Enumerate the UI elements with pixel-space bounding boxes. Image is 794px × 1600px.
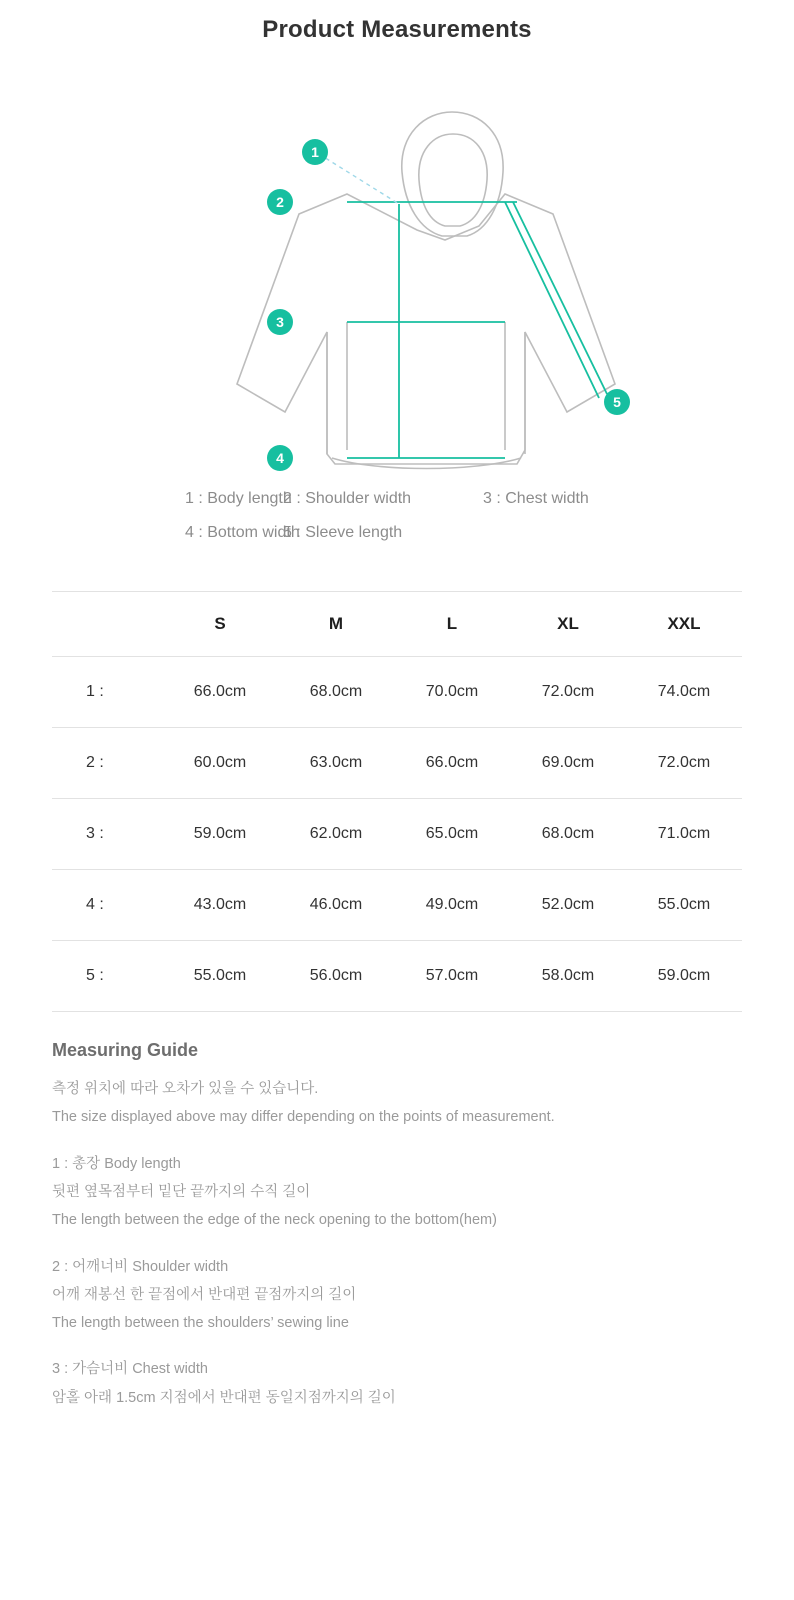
- cell-3-s: 59.0cm: [162, 799, 278, 870]
- guide-item-1-en: The length between the edge of the neck opening to the bottom(hem): [52, 1212, 497, 1229]
- cell-5-l: 57.0cm: [394, 941, 510, 1012]
- legend-item-1: 1 : Body length: [185, 490, 292, 507]
- table-row: [52, 941, 742, 1012]
- svg-text:3: 3: [276, 314, 284, 330]
- guide-item-1: [52, 1150, 742, 1235]
- cell-1-xxl: 74.0cm: [626, 657, 742, 728]
- cell-5-m: 56.0cm: [278, 941, 394, 1012]
- measurement-legend: [87, 482, 707, 549]
- guide-item-2-en: The length between the shoulders’ sewing line: [52, 1315, 349, 1332]
- hoodie-illustration: [47, 54, 747, 474]
- table-row: [52, 799, 742, 870]
- cell-3-m: 62.0cm: [278, 799, 394, 870]
- cell-5-xxl: 59.0cm: [626, 941, 742, 1012]
- cell-2-m: 63.0cm: [278, 728, 394, 799]
- size-table: [52, 591, 742, 1012]
- marker-1: [302, 139, 328, 165]
- legend-item-5: 5 : Sleeve length: [283, 523, 403, 541]
- guide-item-2-ko: 어깨 재봉선 한 끝점에서 반대편 끝점까지의 길이: [52, 1286, 357, 1303]
- garment-diagram: [0, 54, 794, 474]
- legend-row-2: [87, 516, 707, 550]
- cell-3-xl: 68.0cm: [510, 799, 626, 870]
- guide-item-3-ko: 암홀 아래 1.5cm 지점에서 반대편 동일지점까지의 길이: [52, 1389, 396, 1406]
- cell-1-l: 70.0cm: [394, 657, 510, 728]
- marker-4: [267, 445, 293, 471]
- body-length-leader: [319, 154, 399, 204]
- cell-3-xxl: 71.0cm: [626, 799, 742, 870]
- marker-3: [267, 309, 293, 335]
- table-row: [52, 728, 742, 799]
- cell-4-xxl: 55.0cm: [626, 870, 742, 941]
- cell-5-s: 55.0cm: [162, 941, 278, 1012]
- guide-intro-en: The size displayed above may differ depending on the points of measurement.: [52, 1109, 555, 1126]
- cell-2-xl: 69.0cm: [510, 728, 626, 799]
- svg-text:5: 5: [613, 394, 621, 410]
- legend-item-3: 3 : Chest width: [483, 490, 589, 507]
- guide-item-1-ko: 뒷편 옆목점부터 밑단 끝까지의 수직 길이: [52, 1183, 311, 1200]
- row-label-1: 1 :: [52, 657, 162, 728]
- marker-5: [604, 389, 630, 415]
- legend-item-2: 2 : Shoulder width: [283, 490, 412, 507]
- guide-intro: [52, 1075, 742, 1132]
- legend-row-1: [87, 482, 707, 516]
- guide-item-2-head: 2 : 어깨너비 Shoulder width: [52, 1258, 229, 1275]
- cell-1-s: 66.0cm: [162, 657, 278, 728]
- cell-1-xl: 72.0cm: [510, 657, 626, 728]
- row-label-4: 4 :: [52, 870, 162, 941]
- table-header-l: L: [394, 592, 510, 657]
- measuring-guide: [52, 1040, 742, 1460]
- cell-1-m: 68.0cm: [278, 657, 394, 728]
- table-header-s: S: [162, 592, 278, 657]
- cell-5-xl: 58.0cm: [510, 941, 626, 1012]
- cell-2-l: 66.0cm: [394, 728, 510, 799]
- svg-text:4: 4: [276, 450, 284, 466]
- guide-item-1-head: 1 : 총장 Body length: [52, 1155, 181, 1172]
- table-header-m: M: [278, 592, 394, 657]
- guide-intro-ko: 측정 위치에 따라 오차가 있을 수 있습니다.: [52, 1081, 319, 1098]
- hood-inner: [419, 134, 487, 226]
- cell-4-m: 46.0cm: [278, 870, 394, 941]
- page-title: Product Measurements: [262, 16, 532, 43]
- table-header-row: [52, 592, 742, 657]
- cell-4-s: 43.0cm: [162, 870, 278, 941]
- cell-4-xl: 52.0cm: [510, 870, 626, 941]
- body-outline: [237, 194, 615, 464]
- table-header-xxl: XXL: [626, 592, 742, 657]
- table-row: [52, 870, 742, 941]
- legend-item-empty: [483, 516, 683, 550]
- cell-2-xxl: 72.0cm: [626, 728, 742, 799]
- guide-item-3-head: 3 : 가슴너비 Chest width: [52, 1361, 208, 1378]
- cell-4-l: 49.0cm: [394, 870, 510, 941]
- sleeve-length-line: [513, 202, 607, 394]
- marker-2: [267, 189, 293, 215]
- table-row: [52, 657, 742, 728]
- table-header-xl: XL: [510, 592, 626, 657]
- cell-2-s: 60.0cm: [162, 728, 278, 799]
- svg-text:2: 2: [276, 194, 284, 210]
- table-header-blank: [52, 592, 162, 657]
- legend-item-4: 4 : Bottom width: [185, 523, 300, 541]
- guide-item-2: [52, 1253, 742, 1338]
- cell-3-l: 65.0cm: [394, 799, 510, 870]
- svg-text:1: 1: [311, 144, 319, 160]
- row-label-5: 5 :: [52, 941, 162, 1012]
- guide-item-3: [52, 1355, 742, 1412]
- row-label-2: 2 :: [52, 728, 162, 799]
- row-label-3: 3 :: [52, 799, 162, 870]
- guide-heading: Measuring Guide: [52, 1040, 199, 1061]
